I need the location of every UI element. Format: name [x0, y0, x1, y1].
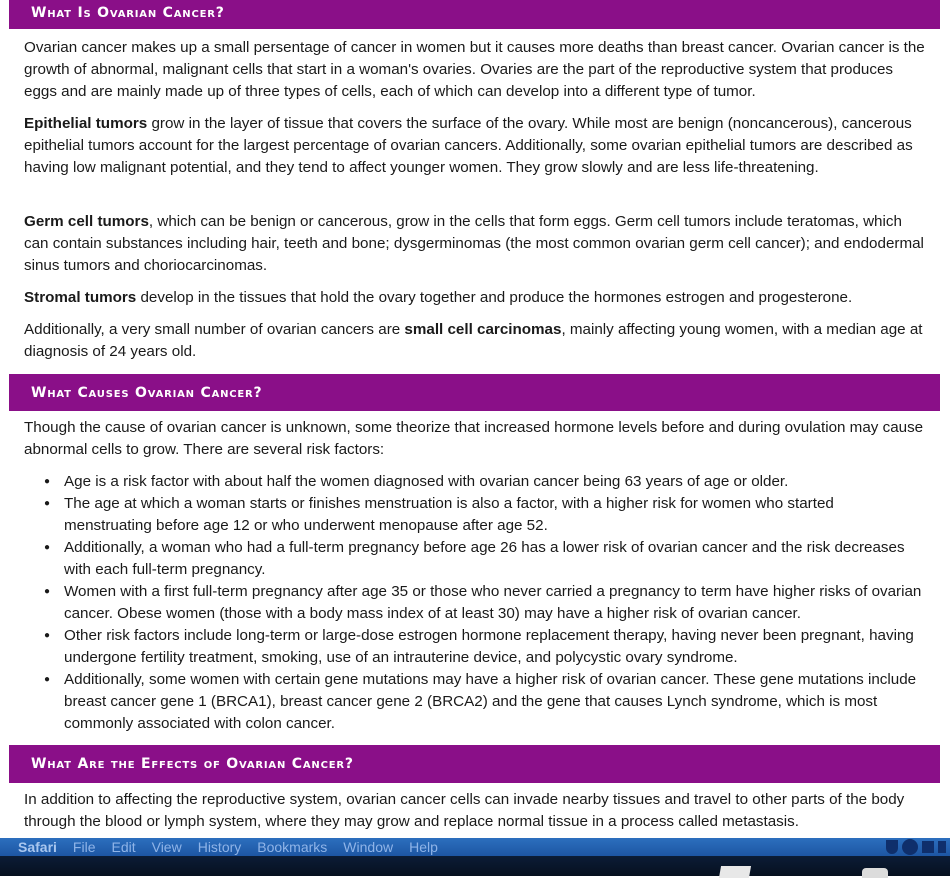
list-item: ● Age is a risk factor with about half the women diagnosed with ovarian cancer being 63 years of age or older.: [24, 471, 924, 493]
menu-view[interactable]: View: [151, 839, 182, 855]
risk-factor-list: [24, 471, 924, 735]
status-tray: [886, 838, 950, 856]
paragraph-epithelial: [24, 113, 929, 179]
dock-app-icon[interactable]: [862, 868, 888, 878]
dock-app-icon[interactable]: [719, 866, 751, 878]
term-germ-cell: Germ cell tumors: [24, 213, 149, 230]
list-item: ● Women with a first full-term pregnancy after age 35 or those who never carried a pregnancy to term have higher risks of ovarian cancer. Obese women (those with a body mass index of at least 30) may have a higher risk of ovarian cancer.: [24, 581, 924, 625]
shield-icon[interactable]: [886, 840, 898, 854]
menu-edit[interactable]: Edit: [111, 839, 136, 855]
text-germ-cell: , which can be benign or cancerous, grow in the cells that form eggs. Germ cell tumors include teratomas, which can contain substances including hair, teeth and bone; dysgerminomas (the most common ovarian germ cell cancer); and endodermal sinus tumors and choriocarcinomas.: [24, 213, 924, 274]
paragraph-causes-intro: Though the cause of ovarian cancer is unknown, some theorize that increased hormone levels before and during ovulation may cause abnormal cells to grow. There are several risk factors:: [24, 419, 924, 458]
dock: [0, 856, 950, 876]
paragraph-small-cell: [24, 319, 929, 363]
list-item: ● Other risk factors include long-term or large-dose estrogen hormone replacement therapy, having never been pregnant, having undergone fertility treatment, smoking, use of an intrauterine device, and polycystic ovary syndrome.: [24, 625, 924, 669]
section-heading-causes: What Causes Ovarian Cancer?: [9, 374, 940, 411]
text-small-cell-pre: Additionally, a very small number of ovarian cancers are: [24, 321, 405, 338]
paragraph-germ-cell: [24, 211, 929, 277]
paragraph-intro: Ovarian cancer makes up a small persentage of cancer in women but it causes more deaths than breast cancer. Ovarian cancer is the growth of abnormal, malignant cells that start in a woman's ovaries. Ovaries are the part of the reproductive system that produces eggs and are mainly made up of three types of cells, each of which can develop into a different type of tumor.: [24, 39, 925, 100]
paragraph-stromal: [24, 287, 929, 309]
section-heading-what-is: What Is Ovarian Cancer?: [9, 0, 940, 29]
list-item: ● The age at which a woman starts or finishes menstruation is also a factor, with a higher risk for women who started menstruating before age 12 or who underwent menopause after age 52.: [24, 493, 924, 537]
menu-bar: [0, 838, 950, 856]
text-stromal: develop in the tissues that hold the ovary together and produce the hormones estrogen and progesterone.: [136, 289, 853, 306]
paragraph-effects: In addition to affecting the reproductive system, ovarian cancer cells can invade nearby tissues and travel to other parts of the body through the blood or lymph system, where they may grow and replace normal tissue in a process called metastasis.: [24, 791, 905, 830]
term-stromal: Stromal tumors: [24, 289, 137, 306]
list-item: ● Additionally, a woman who had a full-term pregnancy before age 26 has a lower risk of ovarian cancer and the risk decreases with each full-term pregnancy.: [24, 537, 924, 581]
menu-window[interactable]: Window: [343, 839, 394, 855]
text-small-cell-post: , mainly affecting young women, with a median age at diagnosis of 24 years old.: [24, 321, 923, 360]
menu-help[interactable]: Help: [409, 839, 438, 855]
status-circle-icon[interactable]: [902, 839, 918, 855]
menu-bookmarks[interactable]: Bookmarks: [257, 839, 328, 855]
list-item: ● Additionally, some women with certain gene mutations may have a higher risk of ovarian cancer. These gene mutations include breast cancer gene 1 (BRCA1), breast cancer gene 2 (BRCA2) and the gene that causes Lynch syndrome, which is most commonly associated with colon cancer.: [24, 669, 924, 735]
menu-history[interactable]: History: [197, 839, 242, 855]
text-epithelial: grow in the layer of tissue that covers the surface of the ovary. While most are benign (noncancerous), cancerous epithelial tumors account for the largest percentage of ovarian cancers. Additionally, some ovarian epithelial tumors are described as having low malignant potential, and they tend to affect younger women. They grow slowly and are less life-threatening.: [24, 115, 913, 176]
term-epithelial: Epithelial tumors: [24, 115, 148, 132]
term-small-cell: small cell carcinomas: [404, 321, 562, 338]
section-heading-effects: What Are the Effects of Ovarian Cancer?: [9, 745, 940, 783]
status-square-icon[interactable]: [938, 841, 946, 853]
square-icon[interactable]: [922, 841, 934, 853]
menu-file[interactable]: File: [72, 839, 96, 855]
menu-app-safari[interactable]: Safari: [18, 839, 57, 855]
